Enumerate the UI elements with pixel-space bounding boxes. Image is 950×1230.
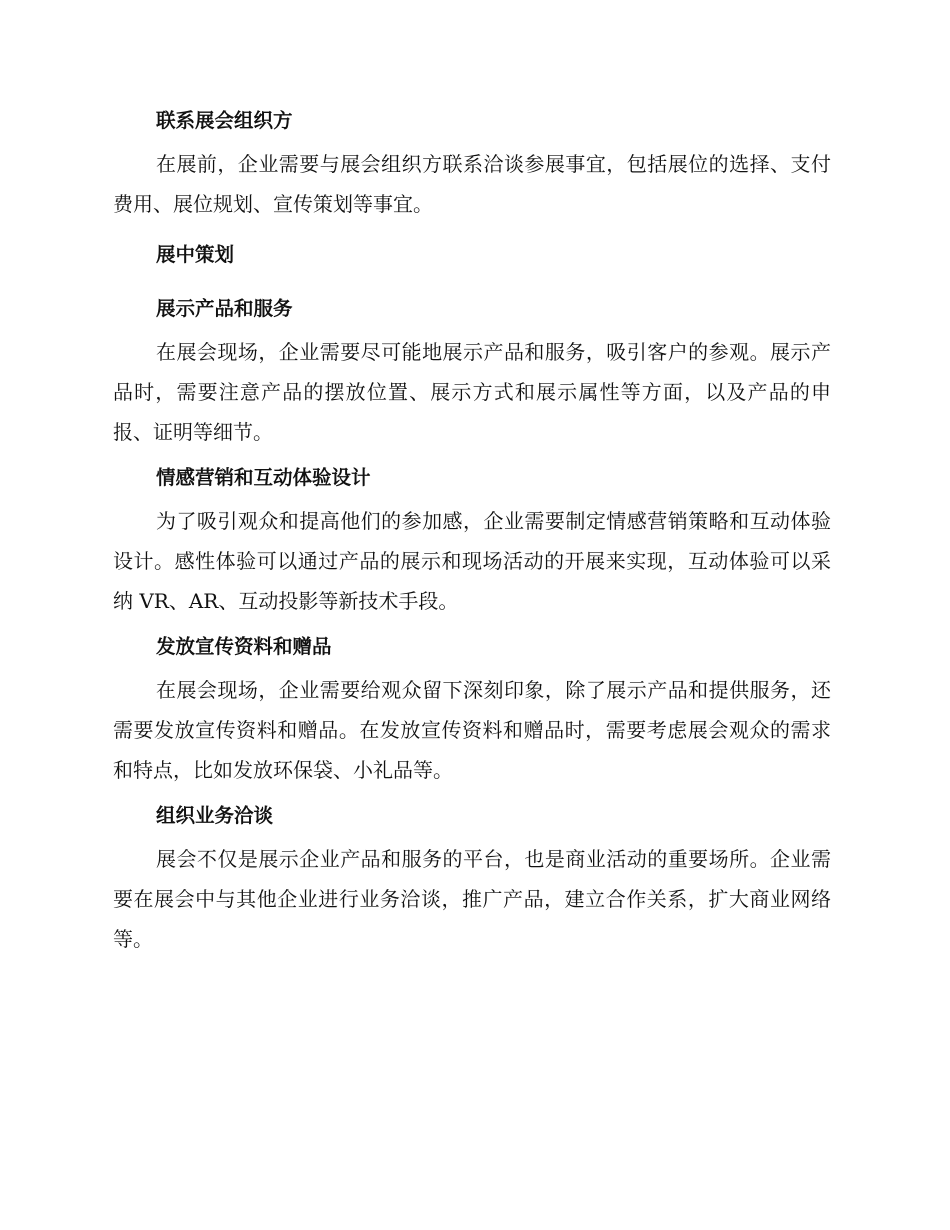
section-paragraph-emotional-marketing: 为了吸引观众和提高他们的参加感，企业需要制定情感营销策略和互动体验设计。感性体验可以通过产品的展示和现场活动的开展来实现，互动体验可以采纳 VR、AR、互动投影等新技术手段。	[113, 509, 831, 613]
section-heading-during-exhibition: 展中策划	[156, 243, 235, 266]
section-heading-promotional-materials: 发放宣传资料和赠品	[156, 635, 332, 658]
section-heading-emotional-marketing: 情感营销和互动体验设计	[156, 466, 371, 489]
section-heading-contact-organizer: 联系展会组织方	[156, 109, 293, 132]
section-paragraph-show-products: 在展会现场，企业需要尽可能地展示产品和服务，吸引客户的参观。展示产品时，需要注意产品的摆放位置、展示方式和展示属性等方面，以及产品的申报、证明等细节。	[113, 340, 831, 444]
section-heading-business-negotiation: 组织业务洽谈	[156, 804, 274, 827]
section-heading-show-products: 展示产品和服务	[156, 297, 293, 320]
section-paragraph-business-negotiation: 展会不仅是展示企业产品和服务的平台，也是商业活动的重要场所。企业需要在展会中与其他企业进行业务洽谈，推广产品，建立合作关系，扩大商业网络等。	[113, 847, 831, 951]
section-paragraph-promotional-materials: 在展会现场，企业需要给观众留下深刻印象，除了展示产品和提供服务，还需要发放宣传资料和赠品。在发放宣传资料和赠品时，需要考虑展会观众的需求和特点，比如发放环保袋、小礼品等。	[113, 678, 831, 782]
document-page	[113, 108, 831, 972]
section-paragraph-contact-organizer: 在展前，企业需要与展会组织方联系洽谈参展事宜，包括展位的选择、支付费用、展位规划、宣传策划等事宜。	[113, 152, 831, 216]
